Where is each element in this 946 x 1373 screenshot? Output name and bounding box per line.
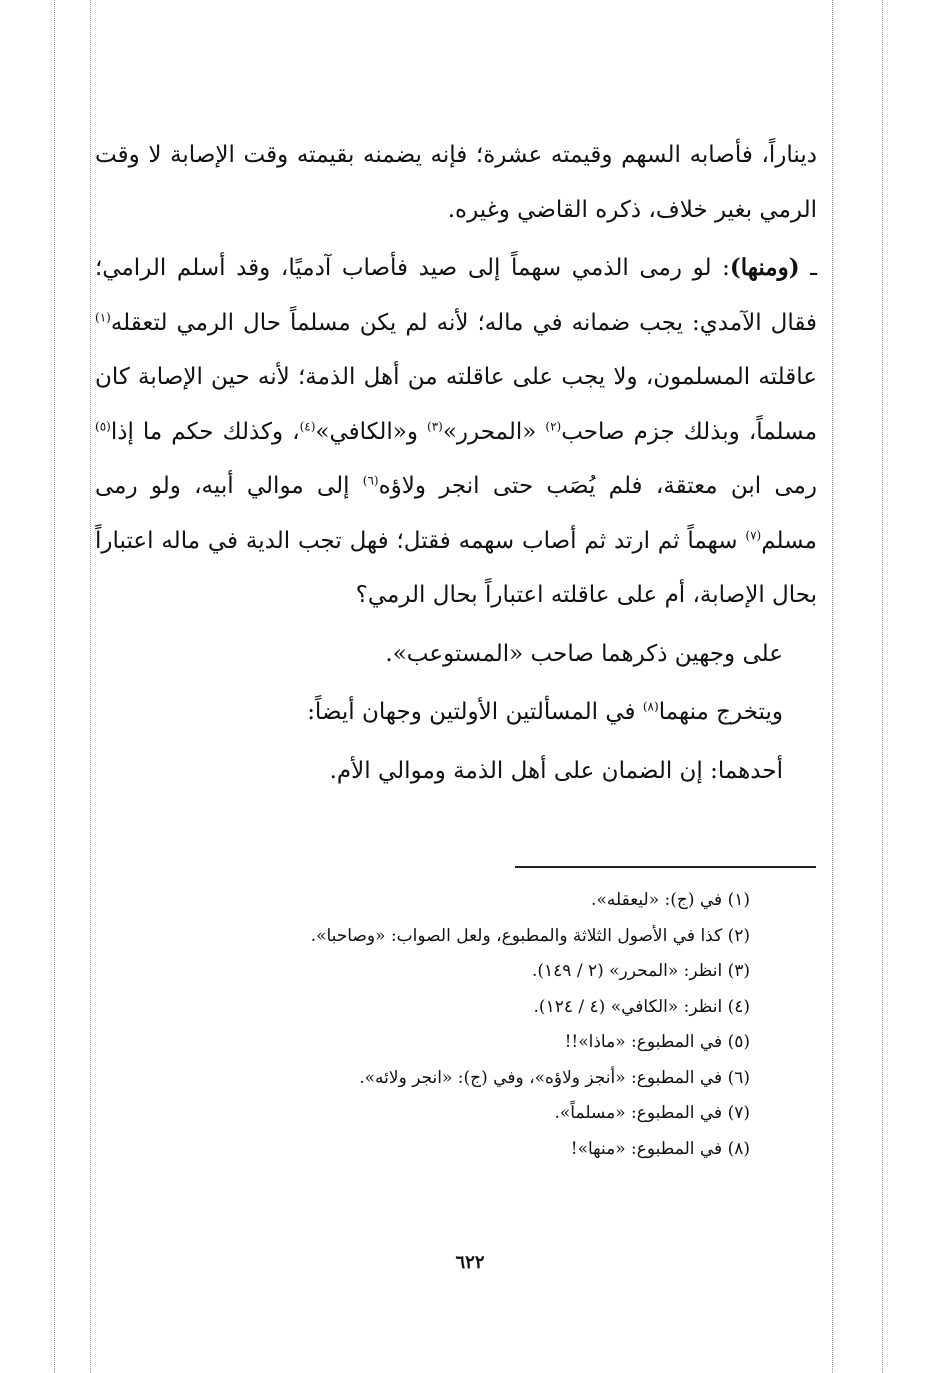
footnote-7: (٧) في المطبوع: «مسلماً». [554,1103,750,1123]
paragraph-text: رمى ابن معتقة، فلم يُصَب حتى انجر ولاؤه [378,473,817,499]
paragraph-text: ديناراً، فأصابه السهم وقيمته عشرة؛ فإنه يضمنه بقيمته وقت الإصابة لا وقت الرمي بغير خلاف، ذكره القاضي وغيره. [95,142,817,223]
paragraph-3 [95,627,817,682]
paragraph-1 [95,128,817,237]
dash: ـ [810,255,817,281]
footnote-4: (٤) انظر: «الكافي» (٤ / ١٢٤). [533,996,750,1017]
paragraph-text: سهماً ثم ارتد ثم أصاب سهمه فقتل؛ فهل تجب الدية في ماله اعتباراً بحال الإصابة، أم على عاقلته اعتباراً بحال الرمي؟ [95,527,817,608]
footnote-3: (٣) انظر: «المحرر» (٢ / ١٤٩). [531,961,750,981]
footnote-1: (١) في (ج): «ليعقله». [591,890,750,910]
footnote-ref-6[interactable]: (٦) [362,473,379,488]
footnote-separator [515,866,816,868]
section-lead: (ومنها) [729,254,800,281]
footnote-ref-7[interactable]: (٧) [745,527,762,542]
paragraph-text: عاقلته المسلمون، ولا يجب على عاقلته من أهل الذمة؛ لأنه حين الإصابة كان مسلماً، وبذلك جزم صاحب [95,364,818,445]
footnote-ref-3[interactable]: (٣) [427,418,443,433]
page-number: ٦٢٢ [455,1252,485,1273]
footnotes [200,883,750,1167]
footnote-8: (٨) في المطبوع: «منها»! [570,1138,750,1159]
footnote-ref-8[interactable]: (٨) [642,699,659,714]
paragraph-text: : لو رمى الذمي سهماً إلى صيد فأصاب آدميًا، وقد أسلم الرامي؛ فقال الآمدي: يجب ضمانه في ماله؛ لأنه لم يكن مسلماً حال الرمي لتعقله [95,255,817,336]
scan-guide-line [882,0,883,1373]
footnote-ref-4[interactable]: (٤) [299,418,316,433]
footnote-ref-5[interactable]: (٥) [95,418,111,433]
paragraph-text: أحدهما: إن الضمان على أهل الذمة وموالي الأم. [329,757,783,784]
paragraph-text: ، وكذلك حكم ما إذا [110,418,300,445]
paragraph-2 [95,241,817,623]
page-body [95,128,817,798]
paragraph-text: «المحرر» [442,418,546,445]
footnote-6: (٦) في المطبوع: «أنجز ولاؤه»، وفي (ج): «انجر ولائه». [359,1067,750,1088]
footnote-5: (٥) في المطبوع: «ماذا»!! [564,1032,750,1052]
scan-guide-line [90,0,91,1373]
main-text [95,128,817,798]
footnote-2: (٢) كذا في الأصول الثلاثة والمطبوع، ولعل الصواب: «وصاحبا». [310,925,750,946]
paragraph-5 [95,744,817,799]
footnote-ref-2[interactable]: (٢) [545,418,562,433]
paragraph-text: و«الكافي» [315,418,427,445]
scan-guide-line [54,0,55,1373]
footnote-ref-1[interactable]: (١) [95,309,111,324]
paragraph-text: إلى موالي أبيه، ولو رمى مسلم [95,473,817,554]
paragraph-text: ويتخرج منهما [658,699,783,725]
paragraph-text: في المسألتين الأولتين وجهان أيضاً: [307,699,643,725]
paragraph-4 [95,685,817,740]
scan-guide-line [832,0,833,1373]
paragraph-text: على وجهين ذكرهما صاحب «المستوعب». [385,640,783,667]
